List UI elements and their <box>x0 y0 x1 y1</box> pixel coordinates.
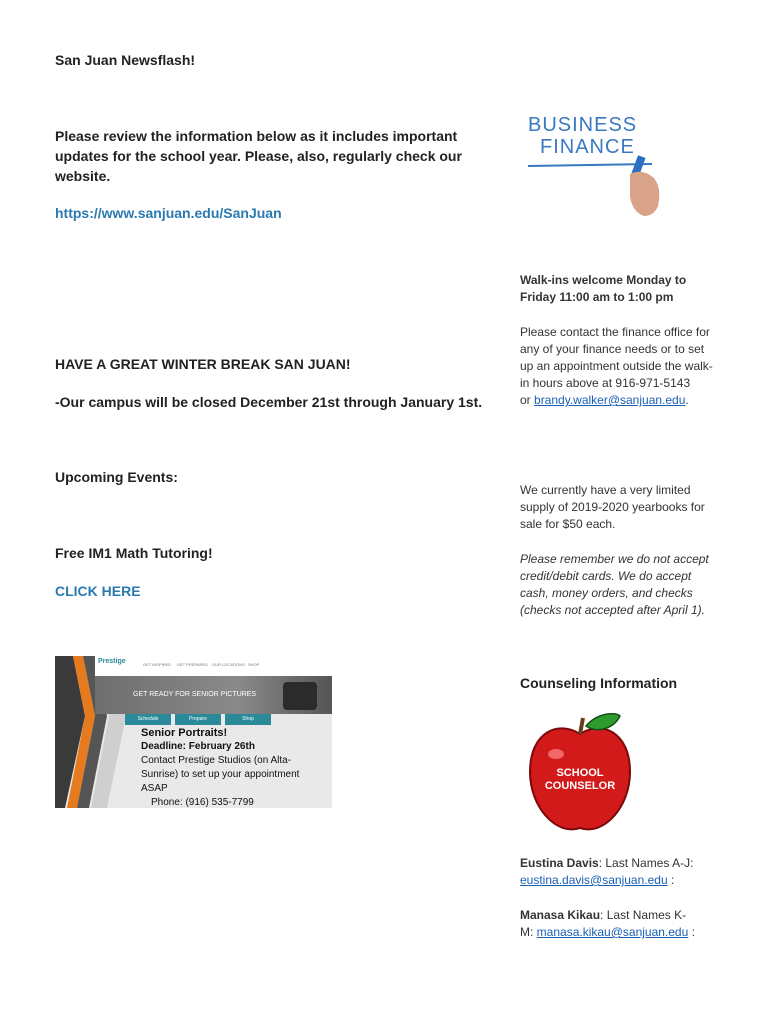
flyer-line: Senior Portraits! <box>141 727 228 739</box>
payment-note: Please remember we do not accept credit/debit cards. We do accept cash, money orders, and checks (checks not accepted after April 1). <box>520 552 709 617</box>
flyer-tab: Shop <box>225 714 271 725</box>
flyer-tabs <box>125 714 275 725</box>
page-title: San Juan Newsflash! <box>55 52 196 68</box>
flyer-banner <box>95 676 332 714</box>
flyer-line: Deadline: February 26th <box>141 741 255 752</box>
counselor-logo-text <box>528 767 632 793</box>
closure-note: -Our campus will be closed December 21st through January 1st. <box>55 394 483 410</box>
website-link[interactable]: https://www.sanjuan.edu/SanJuan <box>55 205 282 221</box>
finance-logo-line2: FINANCE <box>540 136 635 158</box>
flyer-line: ASAP <box>141 783 168 794</box>
counselor-email-link[interactable]: manasa.kikau@sanjuan.edu <box>536 925 689 939</box>
counselor-range: : Last Names K-M: <box>520 908 687 939</box>
flyer-line: Sunrise) to set up your appointment <box>141 769 300 780</box>
contact-end: . <box>685 393 689 407</box>
flyer-brand: Prestige <box>98 658 126 665</box>
flyer-nav-item: SHOP <box>248 662 260 667</box>
writing-hand-icon <box>522 154 672 218</box>
camera-icon <box>283 682 317 710</box>
flyer-tab: Schedule <box>125 714 171 725</box>
counselor-range: : Last Names A-J: <box>598 856 694 870</box>
flyer-line: Phone: (916) 535-7799 <box>151 797 254 808</box>
flyer-nav-item: GET INSPIRED <box>143 662 172 667</box>
counselor-email-link[interactable]: eustina.davis@sanjuan.edu <box>520 873 668 887</box>
counselor-end: : <box>688 925 695 939</box>
finance-email-link[interactable]: brandy.walker@sanjuan.edu <box>534 393 686 407</box>
counselor-name: Manasa Kikau <box>520 908 601 922</box>
winter-heading: HAVE A GREAT WINTER BREAK SAN JUAN! <box>55 356 351 372</box>
finance-logo-line1: BUSINESS <box>528 114 638 136</box>
senior-portraits-flyer <box>55 656 332 808</box>
events-heading: Upcoming Events: <box>55 469 178 485</box>
flyer-tab: Prepare <box>175 714 221 725</box>
counselor-logo-line1: SCHOOL <box>556 767 604 779</box>
contact-or: or <box>520 393 535 407</box>
flyer-site-header <box>95 656 332 676</box>
flyer-text <box>141 726 331 808</box>
finance-contact <box>520 324 720 409</box>
intro-text: Please review the information below as it includes important updates for the school year. Please, also, regularly check our website. <box>55 128 462 184</box>
flyer-nav-item: GET PREPARED <box>177 662 208 667</box>
counselor-logo-line2: COUNSELOR <box>544 780 616 792</box>
counselor-entry-2 <box>520 907 695 941</box>
school-counselor-apple-logo <box>528 712 632 836</box>
flyer-line: Contact Prestige Studios (on Alta- <box>141 755 292 766</box>
yearbook-note: We currently have a very limited supply of 2019-2020 yearbooks for sale for $50 each. <box>520 483 705 531</box>
business-finance-logo <box>522 108 672 218</box>
counselor-end: : <box>667 873 675 887</box>
click-here-link[interactable]: CLICK HERE <box>55 583 141 599</box>
walkins-hours: Walk-ins welcome Monday to Friday 11:00 am to 1:00 pm <box>520 273 687 304</box>
tutoring-heading: Free IM1 Math Tutoring! <box>55 545 213 561</box>
counselor-name: Eustina Davis <box>520 856 599 870</box>
flyer-banner-text: GET READY FOR SENIOR PICTURES <box>133 691 257 698</box>
flyer-nav-item: OUR LOCATIONS <box>212 662 245 667</box>
counseling-heading: Counseling Information <box>520 675 678 691</box>
contact-text: Please contact the finance office for any of your finance needs or to set up an appointment outside the walk-in hours above at 916-971-5143 <box>520 325 713 390</box>
counselor-entry-1 <box>520 855 695 889</box>
